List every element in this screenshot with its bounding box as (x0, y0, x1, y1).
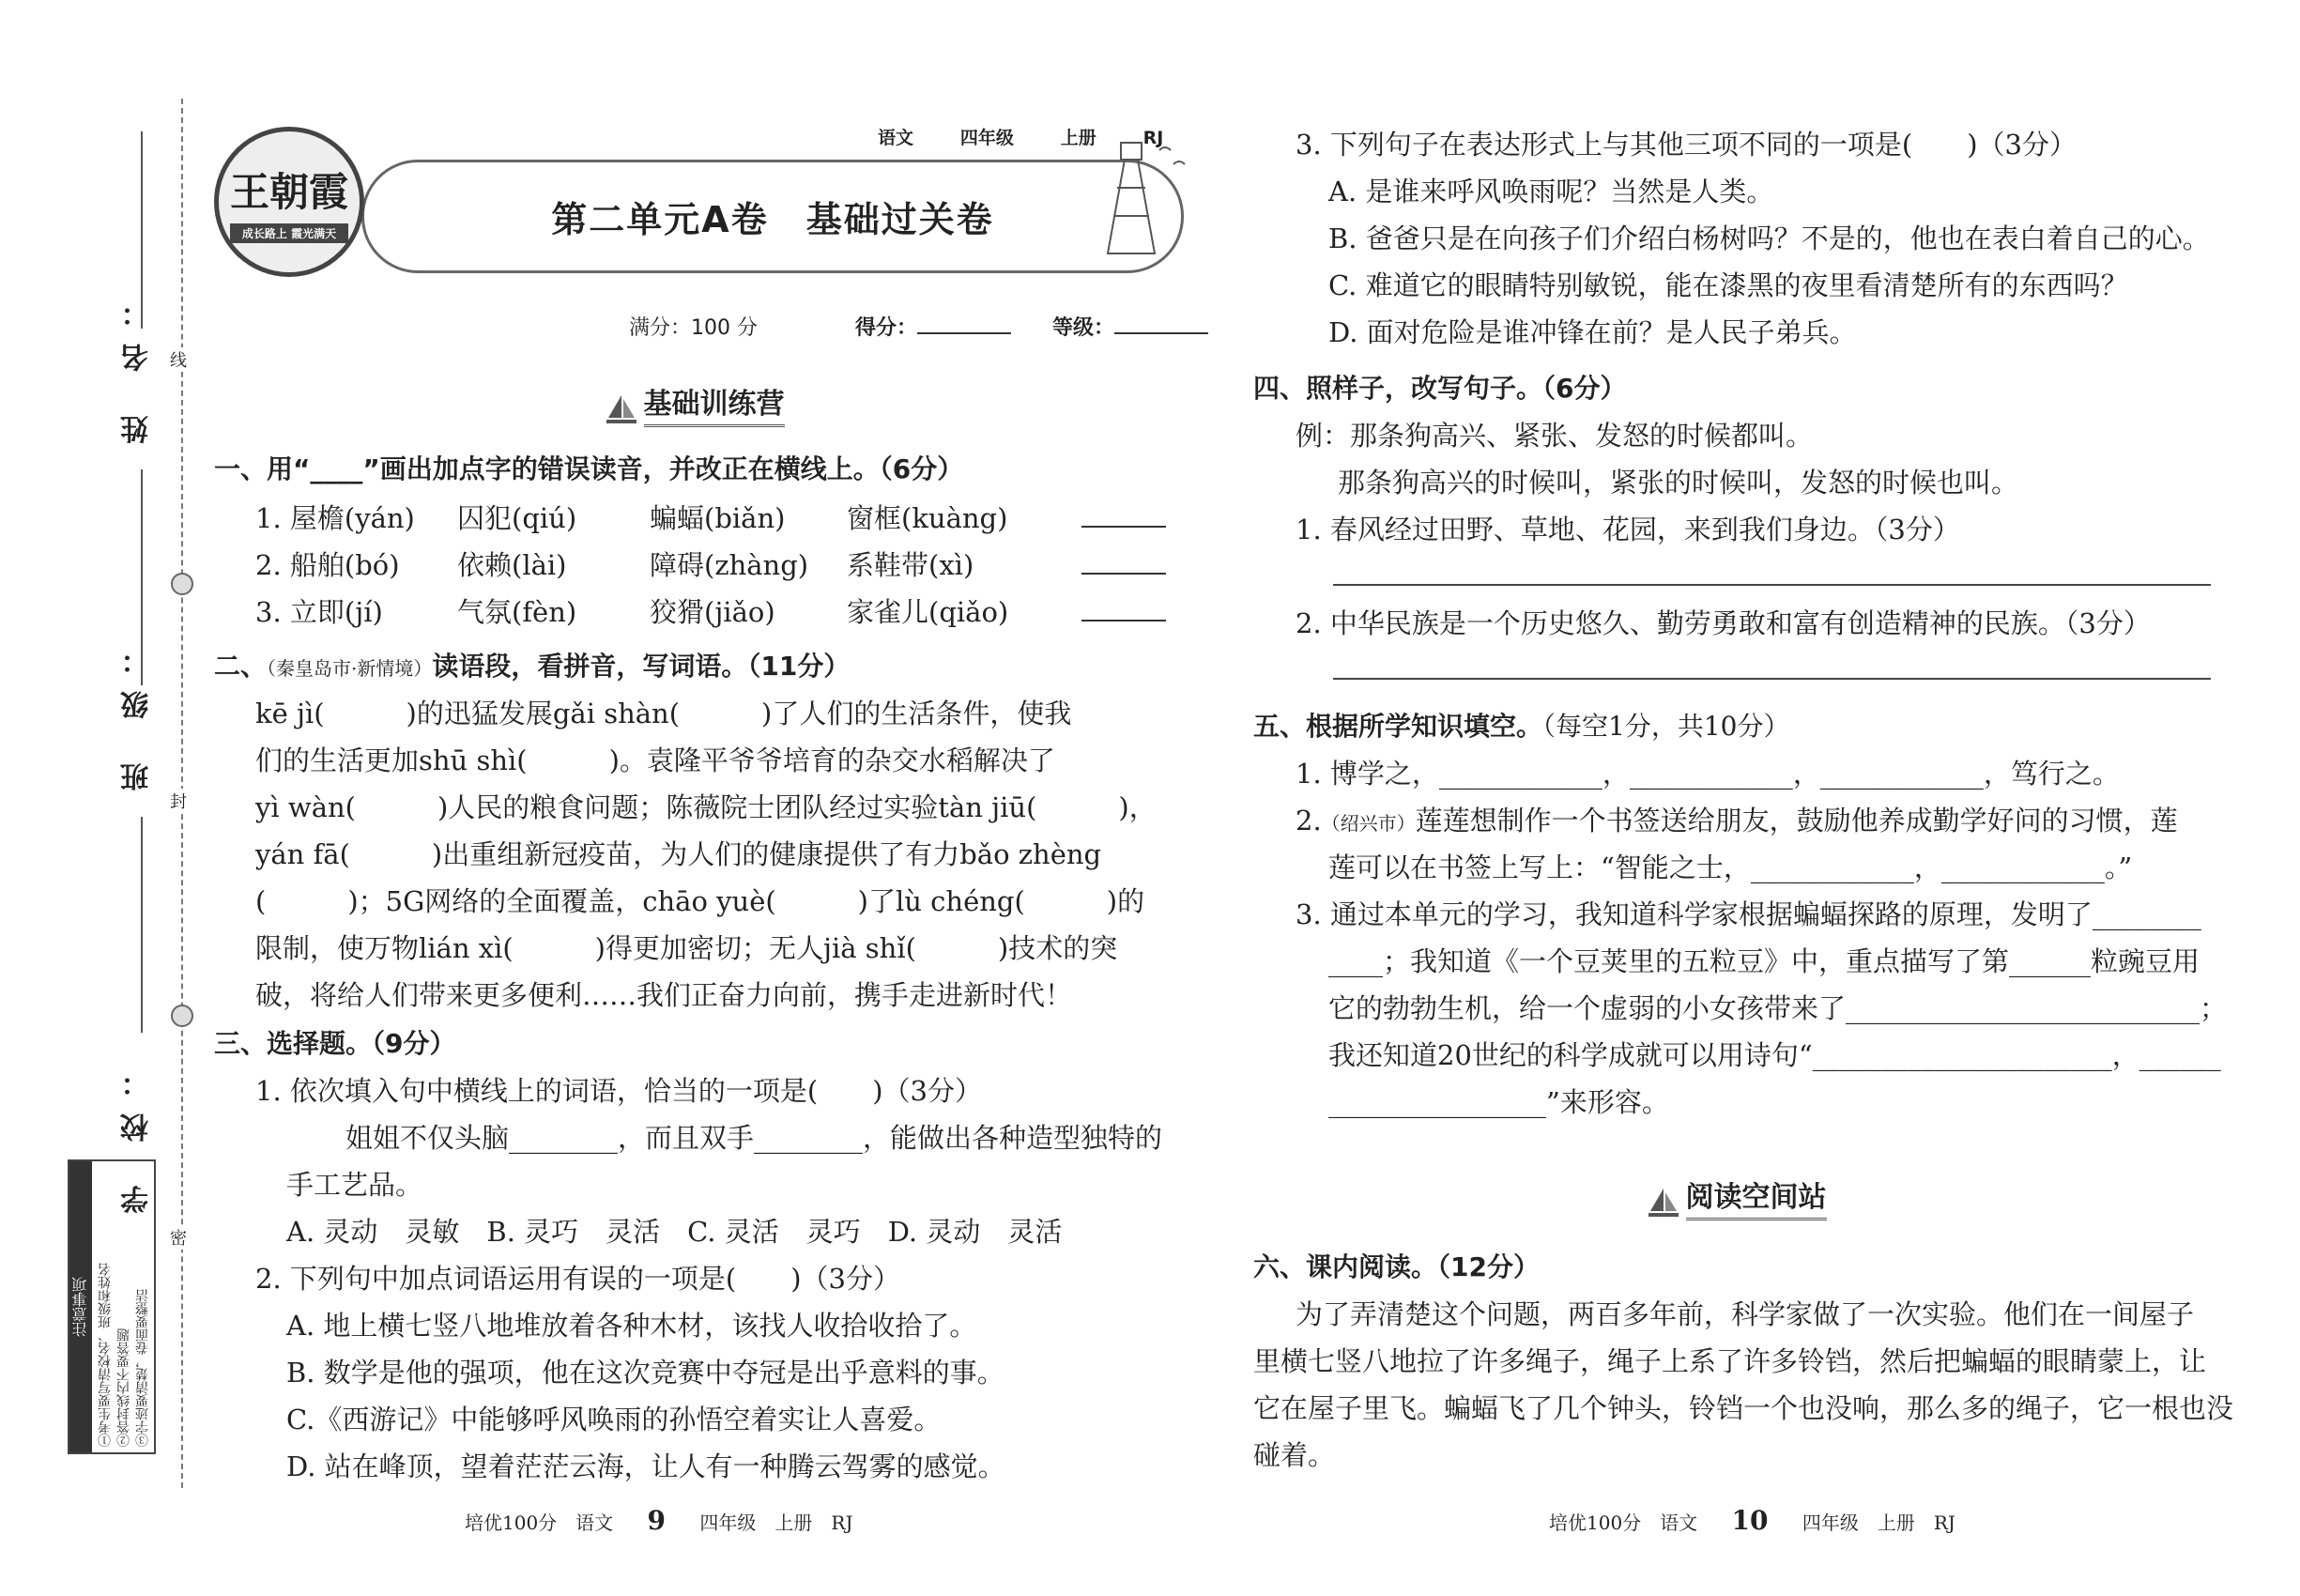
q3-line: C.《西游记》中能够呼风唤雨的孙悟空着实让人喜爱。 (286, 1404, 942, 1435)
q1-title: 一、用“____”画出加点字的错误读音，并改正在横线上。（6分） (214, 453, 964, 484)
q5-item: 3. 通过本单元的学习，我知道科学家根据蝙蝠探路的原理，发明了________ (1296, 898, 2201, 930)
q5-item: ________________”来形容。 (1328, 1086, 1669, 1118)
logo-text: 王朝霞 (229, 168, 348, 215)
page-title: 第二单元A卷 基础过关卷 (551, 199, 994, 240)
q5-region-note: （绍兴市） (1321, 812, 1416, 835)
title-banner (361, 160, 1184, 273)
q2-line: yì wàn( )人民的粮食问题；陈薇院士团队经过实验tàn jiū( )， (255, 791, 1157, 823)
q2-line: 限制，使万物lián xì( )得更加密切；无人jià shǐ( )技术的突 (255, 932, 1118, 964)
q2-line: 破，将给人们带来更多便利……我们正奋力向前，携手走进新时代！ (255, 979, 1073, 1011)
notice-box (68, 1159, 156, 1454)
binding-margin (0, 0, 202, 1596)
sailboat-icon (1647, 1187, 1680, 1219)
class-label: 班 级： (121, 629, 154, 791)
name-label: 姓 名： (121, 282, 154, 444)
page-number: 9 (647, 1505, 667, 1536)
q5-item: 1. 博学之，____________，____________，____________，笃行之。 (1296, 758, 2120, 790)
q3-cont-line: 3. 下列句子在表达形式上与其他三项不同的一项是( )（3分） (1296, 129, 2077, 161)
answer-line[interactable] (1333, 678, 2211, 680)
section-title: 基础训练营 (644, 388, 785, 427)
brand-logo (214, 127, 364, 277)
q1-row: 1. 屋檐(yán) 囚犯(qiú) 蝙蝠(biǎn) 窗框(kuàng) (255, 498, 1166, 536)
q3-line: B. 数学是他的强项，他在这次竞赛中夺冠是出乎意料的事。 (286, 1357, 1004, 1389)
q4-example: 那条狗高兴的时候叫，紧张的时候叫，发怒的时候也叫。 (1338, 467, 2019, 499)
page-footer-right: 培优100分 语文 10 四年级 上册 RJ (1549, 1505, 1955, 1536)
full-score: 满分：100 分 (629, 316, 758, 340)
sailboat-icon (605, 393, 638, 425)
q5-item: ____；我知道《一个豆荚里的五粒豆》中，重点描写了第______粒豌豆用 (1328, 945, 2200, 977)
notice-item: ②答封线内不要答题 (116, 1328, 131, 1447)
score-bar (629, 312, 1208, 341)
q5-item: 它的勃勃生机，给一个虚弱的小女孩带来了__________________________； (1328, 992, 2228, 1024)
meta-subject: 语文 (878, 128, 914, 148)
q5-title: 五、根据所学知识填空。（每空1分，共10分） (1253, 711, 1790, 742)
q4-item: 1. 春风经过田野、草地、花园，来到我们身边。（3分） (1296, 514, 1960, 545)
binding-hole (171, 573, 193, 595)
q3-cont-line: D. 面对危险是谁冲锋在前？是人民子弟兵。 (1328, 316, 1857, 348)
q6-passage-line: 为了弄清楚这个问题，两百多年前，科学家做了一次实验。他们在一间屋子 (1296, 1298, 2195, 1330)
page-footer-left: 培优100分 语文 9 四年级 上册 RJ (465, 1505, 853, 1536)
q6-passage-line: 里横七竖八地拉了许多绳子，绳子上系了许多铃铛，然后把蝙蝠的眼睛蒙上，让 (1253, 1345, 2207, 1377)
meta-grade: 四年级 (959, 128, 1014, 148)
q3-line: 姐姐不仅头脑________，而且双手________，能做出各种造型独特的 (345, 1122, 1163, 1154)
section-heading-basic (563, 380, 826, 425)
notice-title: 注意事项 (69, 1161, 92, 1452)
q3-cont-line: B. 爸爸只是在向孩子们介绍白杨树吗？不是的，他也在表白着自己的心。 (1328, 223, 2210, 254)
q4-example: 例：那条狗高兴、紧张、发怒的时候都叫。 (1296, 420, 1814, 452)
school-line (141, 817, 143, 1033)
section-heading-reading (1596, 1174, 1878, 1219)
q3-line: 2. 下列句中加点词语运用有误的一项是( )（3分） (255, 1263, 900, 1295)
page-number: 10 (1731, 1505, 1769, 1536)
q1-row: 3. 立即(jí) 气氛(fèn) 狡猾(jiǎo) 家雀儿(qiǎo) (255, 591, 1166, 630)
school-label: 学 校： (121, 1051, 154, 1214)
q6-passage-line: 碰着。 (1253, 1439, 1336, 1471)
q1-row: 2. 船舶(bó) 依赖(lài) 障碍(zhàng) 系鞋带(xì) (255, 545, 1166, 583)
binding-hole (171, 1005, 193, 1027)
q3-line: A. 灵动 灵敏 B. 灵巧 灵活 C. 灵活 灵巧 D. 灵动 灵活 (286, 1216, 1063, 1248)
q5-item: 莲可以在书签上写上：“智能之士，____________，____________。” (1328, 852, 2133, 883)
q3-cont-line: C. 难道它的眼睛特别敏锐，能在漆黑的夜里看清楚所有的东西吗？ (1328, 269, 2128, 301)
answer-line[interactable] (1333, 584, 2211, 586)
notice-item: ③字迹要清楚，卷面要整洁 (135, 1289, 150, 1447)
q4-title: 四、照样子，改写句子。（6分） (1253, 373, 1627, 404)
q3-line: D. 站在峰顶，望着茫茫云海，让人有一种腾云驾雾的感觉。 (286, 1450, 1005, 1482)
q4-item: 2. 中华民族是一个历史悠久、勤劳勇敢和富有创造精神的民族。（3分） (1296, 607, 2151, 639)
q2-title: 二、（秦皇岛市·新情境）读语段，看拼音，写词语。（11分） (214, 651, 851, 682)
score-label: 得分： (855, 316, 918, 340)
cut-char: 封 (170, 789, 187, 813)
cut-char: 密 (170, 1225, 187, 1250)
logo-motto: 成长路上 霞光满天 (230, 223, 348, 243)
q2-line: 们的生活更加shū shì( )。袁隆平爷爷培育的杂交水稻解决了 (255, 744, 1055, 776)
q6-title: 六、课内阅读。（12分） (1253, 1251, 1540, 1282)
q2-line: kē jì( )的迅猛发展gǎi shàn( )了人们的生活条件，使我 (255, 698, 1072, 729)
q5-item: 2.（绍兴市）莲莲想制作一个书签送给朋友，鼓励他养成勤学好问的习惯，莲 (1296, 805, 2178, 836)
q3-line: 1. 依次填入句中横线上的词语，恰当的一项是( )（3分） (255, 1075, 982, 1107)
notice-item: ①考生要写清校名、班级和姓名 (98, 1263, 113, 1447)
meta-volume: 上册 (1060, 128, 1096, 148)
q2-region-note: （秦皇岛市·新情境） (267, 657, 433, 680)
q3-line: A. 地上横七竖八地堆放着各种木材，该找人收拾收拾了。 (286, 1310, 977, 1342)
q3-line: 手工艺品。 (286, 1169, 423, 1201)
q3-cont-line: A. 是谁来呼风唤雨呢？当然是人类。 (1328, 176, 1774, 207)
q6-passage-line: 它在屋子里飞。蝙蝠飞了几个钟头，铃铛一个也没响，那么多的绳子，它一根也没 (1253, 1392, 2234, 1424)
meta-edition: RJ (1142, 128, 1164, 148)
cut-char: 线 (170, 347, 187, 372)
q2-line: ( )；5G网络的全面覆盖，chāo yuè( )了lù chéng( )的 (255, 885, 1145, 917)
q3-title: 三、选择题。（9分） (214, 1028, 456, 1059)
q2-line: yán fā( )出重组新冠疫苗，为人们的健康提供了有力bǎo zhèng (255, 838, 1102, 870)
grade-label: 等级： (1052, 316, 1115, 340)
section-title: 阅读空间站 (1686, 1181, 1827, 1220)
q5-item: 我还知道20世纪的科学成就可以用诗句“______________________，______ (1328, 1039, 2221, 1071)
lighthouse-icon (1080, 122, 1202, 263)
